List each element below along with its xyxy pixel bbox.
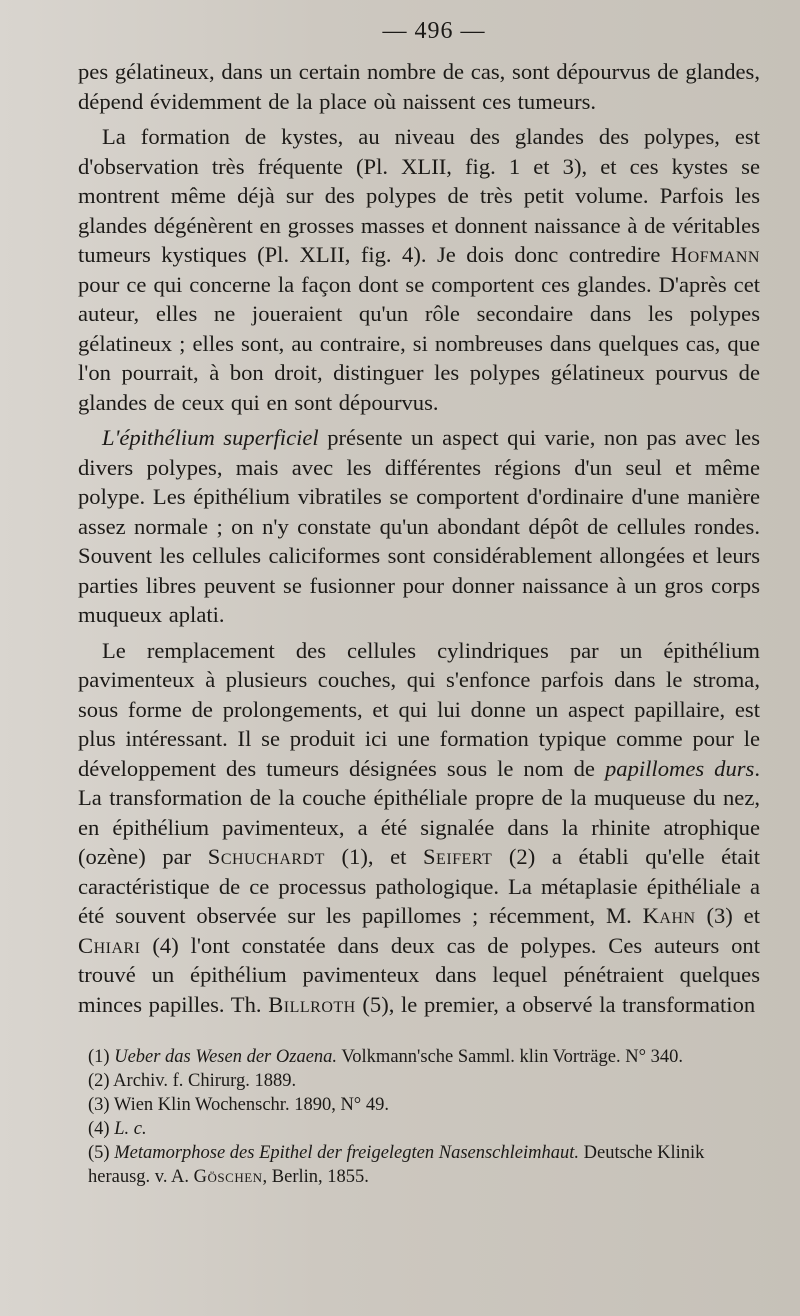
text-run: Volkmann'sche Samml. klin Vorträge. N° 340. bbox=[337, 1047, 683, 1067]
text-run: La formation de kystes, au niveau des glandes des polypes, est d'observation très fréquente (Pl. XLII, fig. 1 et 3), et ces kystes se montrent même déjà sur des polypes de très petit volume. Parfois les glandes dégénèrent en grosses masses et donnent naissance à de véritables tumeurs kystiques (Pl. XLII, fig. 4). Je dois donc contredire bbox=[78, 124, 760, 267]
italic-text: papillomes durs bbox=[604, 755, 755, 781]
body-text bbox=[78, 57, 760, 1019]
text-run: (4) bbox=[88, 1119, 115, 1139]
paragraph bbox=[78, 423, 760, 630]
text-run: (1) bbox=[88, 1047, 115, 1067]
text-run: (3) Wien Klin Wochenschr. 1890, N° 49. bbox=[88, 1095, 389, 1115]
text-run: (2) Archiv. f. Chirurg. 1889. bbox=[88, 1071, 297, 1091]
text-run: (5), le premier, a observé la transformation bbox=[355, 991, 756, 1017]
author-name: Chiari bbox=[78, 932, 141, 958]
text-run: pour ce qui concerne la façon dont se comportent ces glandes. D'après cet auteur, elles ne joueraient qu'un rôle secondaire dans les polypes gélatineux ; elles sont, au contraire, si nombreuses dans quelques cas, que l'on pourrait, à bon droit, distinguer les polypes gélatineux pourvus de glandes de ceux qui en sont dépourvus. bbox=[78, 271, 760, 415]
footnote bbox=[88, 1093, 760, 1117]
italic-text: L'épithélium superficiel bbox=[102, 425, 319, 450]
author-name: Billroth bbox=[268, 991, 356, 1017]
text-run: pes gélatineux, dans un certain nombre de cas, sont dépourvus de glandes, dépend évidemment de la place où naissent ces tumeurs. bbox=[78, 59, 760, 114]
text-run: présente un aspect qui varie, non pas avec les divers polypes, mais avec les différentes régions d'un seul et même polype. Les épithélium vibratiles se comportent d'ordinaire d'une manière assez normale ; on n'y constate qu'un abondant dépôt de cellules rondes. Souvent les cellules caliciformes sont considérablement allongées et leurs parties libres peuvent se fusionner pour donner naissance à un gros corps muqueux aplati. bbox=[78, 425, 760, 627]
paragraph bbox=[78, 636, 760, 1020]
author-name: Göschen bbox=[193, 1167, 263, 1187]
text-run: . La transformation de la couche épithéliale propre de la muqueuse du nez, en épithélium pavimenteux, a été signalée dans la rhinite atrophique (ozène) par bbox=[78, 755, 761, 869]
italic-text: Metamorphose des Epithel der freigelegten Nasenschleimhaut. bbox=[114, 1143, 580, 1163]
footnote bbox=[88, 1117, 760, 1141]
author-name: Schuchardt bbox=[207, 844, 325, 869]
author-name: Hofmann bbox=[670, 242, 760, 267]
italic-text: L. c. bbox=[114, 1119, 147, 1139]
footnote-separator bbox=[78, 1019, 760, 1045]
paragraph bbox=[78, 122, 760, 417]
text-run: , Berlin, 1855. bbox=[262, 1167, 369, 1187]
text-run: (2) a établi qu'elle était caractéristique de ce processus pathologique. La métaplasie épithéliale a été souvent observée sur les papillomes ; récemment, M. bbox=[78, 844, 760, 928]
text-run: (5) bbox=[88, 1143, 115, 1163]
text-run: (4) l'ont constatée dans deux cas de polypes. Ces auteurs ont trouvé un épithélium pavimenteux dans lequel pénétraient quelques minces papilles. Th. bbox=[78, 932, 760, 1017]
footnotes bbox=[78, 1045, 760, 1189]
footnote bbox=[88, 1069, 760, 1093]
page-number: — 496 — bbox=[382, 18, 486, 44]
author-name: Kahn bbox=[642, 903, 696, 928]
author-name: Seifert bbox=[422, 844, 493, 869]
italic-text: Ueber das Wesen der Ozaena. bbox=[114, 1047, 338, 1067]
text-run: Deutsche Klinik herausg. v. A. bbox=[88, 1143, 705, 1187]
paragraph bbox=[78, 57, 760, 116]
text-run: (3) et bbox=[695, 903, 760, 928]
text-run: Le remplacement des cellules cylindriques par un épithélium pavimenteux à plusieurs couches, qui s'enfonce parfois dans le stroma, sous forme de prolongements, et qui lui donne un aspect papillaire, est plus intéressant. Il se produit ici une formation typique comme pour le développement des tumeurs désignées sous le nom de bbox=[78, 637, 760, 781]
text-run: (1), et bbox=[324, 844, 423, 869]
footnote bbox=[88, 1045, 760, 1069]
footnote bbox=[88, 1141, 760, 1189]
